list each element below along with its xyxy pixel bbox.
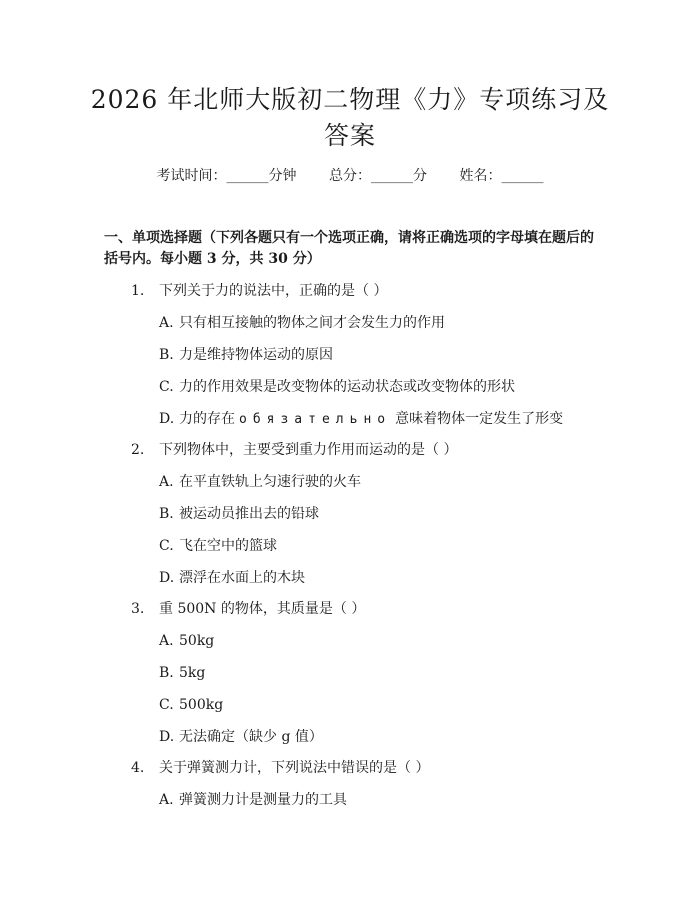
question-number: 2. <box>131 442 145 458</box>
section-heading-line1: 一、单项选择题（下列各题只有一个选项正确，请将正确选项的字母填在题后的 <box>104 230 594 246</box>
student-name: 姓名：______ <box>459 168 544 184</box>
question-text: 下列关于力的说法中，正确的是（ ） <box>159 283 388 299</box>
option-text: 500kg <box>179 697 224 713</box>
exam-total-score: 总分：______分 <box>329 168 427 184</box>
option-letter: D. <box>159 411 175 427</box>
section-heading <box>104 228 604 270</box>
option-text: 飞在空中的篮球 <box>179 538 277 554</box>
option-letter: C. <box>159 379 174 395</box>
option-2b <box>159 504 319 524</box>
option-1d <box>159 409 563 430</box>
option-4a <box>159 790 347 810</box>
option-3b <box>159 663 205 683</box>
option-3c <box>159 695 223 715</box>
option-text: 漂浮在水面上的木块 <box>179 570 305 586</box>
option-letter: C. <box>159 697 174 713</box>
option-2d <box>159 568 305 588</box>
option-3a <box>159 631 214 651</box>
exam-time: 考试时间：______分钟 <box>156 168 297 184</box>
option-letter: B. <box>159 347 174 363</box>
option-text: 5kg <box>179 665 206 681</box>
option-1b <box>159 345 333 365</box>
question-text: 下列物体中，主要受到重力作用而运动的是（ ） <box>159 442 458 458</box>
option-letter: B. <box>159 665 174 681</box>
option-text: 被运动员推出去的铅球 <box>179 506 319 522</box>
option-text: 无法确定（缺少 g 值） <box>179 729 323 745</box>
doc-title-line2: 答案 <box>323 121 376 150</box>
question-4 <box>131 758 429 778</box>
question-text: 重 500N 的物体，其质量是（ ） <box>159 601 366 617</box>
option-1c <box>159 377 515 397</box>
option-text: 力的作用效果是改变物体的运动状态或改变物体的形状 <box>179 379 515 395</box>
option-letter: A. <box>159 315 174 331</box>
question-number: 3. <box>131 601 145 617</box>
question-3 <box>131 599 365 619</box>
exam-meta <box>0 165 700 185</box>
question-text: 关于弹簧测力计，下列说法中错误的是（ ） <box>159 760 430 776</box>
option-letter: A. <box>159 633 174 649</box>
option-letter: A. <box>159 474 174 490</box>
option-letter: C. <box>159 538 174 554</box>
option-text-pre: 力的存在 <box>179 411 235 427</box>
option-1a <box>159 313 445 333</box>
option-text: 只有相互接触的物体之间才会发生力的作用 <box>179 315 445 331</box>
option-text: 50kg <box>179 633 215 649</box>
question-2 <box>131 440 457 460</box>
question-number: 4. <box>131 760 145 776</box>
doc-title-line1: 2026 年北师大版初二物理《力》专项练习及 <box>90 85 610 114</box>
option-letter: B. <box>159 506 174 522</box>
option-2c <box>159 536 277 556</box>
section-heading-line2: 括号内。每小题 3 分，共 30 分） <box>104 251 321 267</box>
option-text-post: 意味着物体一定发生了形变 <box>395 411 564 427</box>
question-1 <box>131 281 387 301</box>
option-text: 弹簧测力计是测量力的工具 <box>179 792 347 808</box>
option-letter: D. <box>159 570 175 586</box>
question-number: 1. <box>131 283 145 299</box>
option-text-foreign: обязательно <box>239 412 392 427</box>
option-text: 力是维持物体运动的原因 <box>179 347 333 363</box>
option-letter: A. <box>159 792 174 808</box>
option-3d <box>159 727 323 747</box>
option-2a <box>159 472 361 492</box>
option-letter: D. <box>159 729 175 745</box>
option-text: 在平直铁轨上匀速行驶的火车 <box>179 474 361 490</box>
